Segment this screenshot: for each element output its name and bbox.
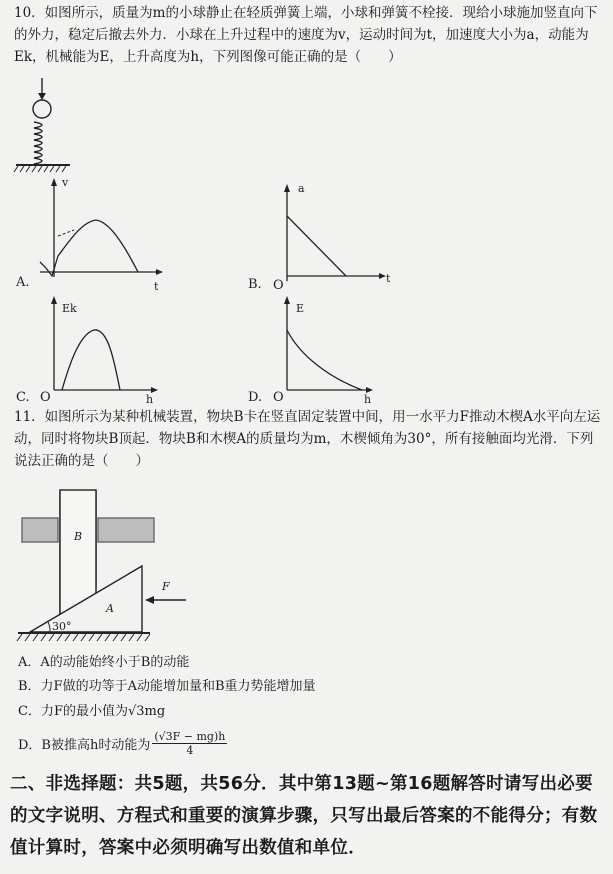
- q11-option-b: B．力F做的功等于A动能增加量和B重力势能增加量: [18, 679, 316, 694]
- wedge-a-label: A: [106, 602, 114, 615]
- graph-b-curve: [287, 216, 346, 276]
- graph-a: [40, 178, 163, 277]
- graph-b: [284, 184, 386, 281]
- graph-b-y-label: a: [298, 182, 305, 195]
- fraction-denominator: 4: [186, 744, 194, 757]
- spring-ball-figure: [14, 78, 70, 172]
- q11-option-d-fraction: [152, 730, 227, 757]
- graph-b-origin: O: [273, 278, 284, 293]
- graph-c-x-label: h: [146, 393, 154, 406]
- graph-c-y-label: Ek: [62, 302, 77, 315]
- graph-c-origin: O: [40, 390, 51, 405]
- q11-option-d: [18, 730, 227, 757]
- q11-option-c: C．力F的最小值为√3mg: [18, 704, 166, 719]
- option-b-label: B.: [248, 277, 262, 292]
- graph-c-curve: [62, 330, 120, 390]
- fraction-numerator: (√3F − mg)h: [154, 730, 226, 743]
- question-11-text: 11．如图所示为某种机械装置，物块B卡在竖直固定装置中间，用一水平力F推动木楔A水平向左运动，同时将物块B顶起．物块B和木楔A的质量均为m，木楔倾角为30°，所有接触面均光滑．下列说法正确的是（ ）: [14, 409, 601, 469]
- wedge-figure: [17, 490, 186, 641]
- graph-d-origin: O: [273, 390, 284, 405]
- angle-label: 30°: [52, 620, 72, 633]
- graph-a-y-label: v: [62, 176, 69, 189]
- option-a-label: A.: [16, 275, 30, 290]
- q11-option-d-prefix: D．B被推高h时动能为: [18, 738, 151, 753]
- graph-b-x-label: t: [386, 272, 391, 285]
- option-c-label: C.: [16, 390, 30, 405]
- graph-a-x-label: t: [154, 280, 159, 293]
- question-10-text: 10．如图所示，质量为m的小球静止在轻质弹簧上端，小球和弹簧不栓接．现给小球施加竖直向下的外力，稳定后撤去外力．小球在上升过程中的速度为v，运动时间为t，加速度大小为a，动能为Ek，机械能为E，上升高度为h，下列图像可能正确的是（ ）: [14, 5, 598, 65]
- q11-option-a: A．A的动能始终小于B的动能: [18, 655, 190, 670]
- block-b-label: B: [74, 530, 83, 543]
- graph-d-x-label: h: [364, 393, 372, 406]
- section-two-heading: 二、非选择题：共5题，共56分．其中第13题~第16题解答时请写出必要的文字说明、方程式和重要的演算步骤，只写出最后答案的不能得分；有数值计算时，答案中必须明确写出数值和单位．: [10, 774, 598, 858]
- graph-d-curve: [287, 330, 362, 390]
- graph-d-y-label: E: [296, 302, 305, 315]
- force-f-label: F: [162, 580, 170, 593]
- graph-a-curve: [40, 220, 138, 276]
- option-d-label: D.: [248, 390, 263, 405]
